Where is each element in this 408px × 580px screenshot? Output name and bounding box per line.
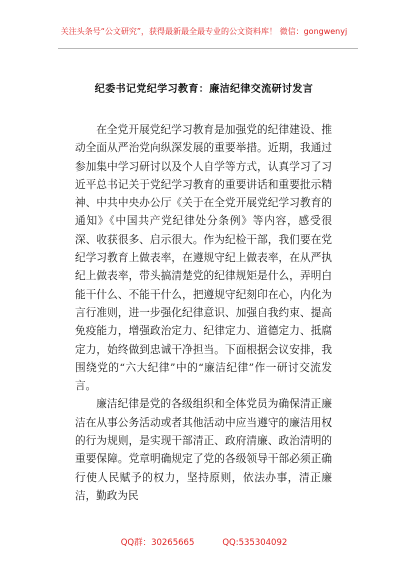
footer-qq: QQ:535304092: [222, 538, 288, 548]
footer-qq-group: QQ群：30265665: [120, 538, 195, 548]
header-divider: [58, 48, 358, 49]
body-paragraph: 在全党开展党纪学习教育是加强党的纪律建设、推动全面从严治党向纵深发展的重要举措。近期，我通过参加集中学习研讨以及个人自学等方式，认真学习了习近平总书记关于党纪学习教育的重要讲话和重要批示精神、中共中央办公厅《关于在全党开展党纪学习教育的通知》《中国共产党纪律处分条例》等内容，感受很深、收获很多、启示很大。作为纪检干部，我们要在党纪学习教育上做表率，在遵规守纪上做表率，在从严执纪上做表率，带头搞清楚党的纪律规矩是什么，弄明白能干什么、不能干什么，把遵规守纪刻印在心，内化为言行准则，进一步强化纪律意识、加强自我约束、提高免疫能力，增强政治定力、纪律定力、道德定力、抵腐定力，始终做到忠诚干净担当。下面根据会议安排，我围绕党的“六大纪律”中的“廉洁纪律”作一研讨交流发言。: [75, 124, 332, 393]
header-note: 关注头条号“公文研究”，获得最新最全最专业的公文资料库！ 微信：gongwenyj: [60, 27, 348, 36]
footer-contact: [0, 536, 408, 548]
document-title: 纪委书记党纪学习教育：廉洁纪律交流研讨发言: [94, 84, 314, 95]
body-paragraph: 廉洁纪律是党的各级组织和全体党员为确保清正廉洁在从事公务活动或者其他活动中应当遵守的廉洁用权的行为规则，是实现干部清正、政府清廉、政治清明的重要保障。党章明确规定了党的各级领导干部必须正确行使人民赋予的权力，坚持原则，依法办事，清正廉洁，勤政为民: [75, 398, 332, 502]
document-body: [75, 121, 332, 505]
